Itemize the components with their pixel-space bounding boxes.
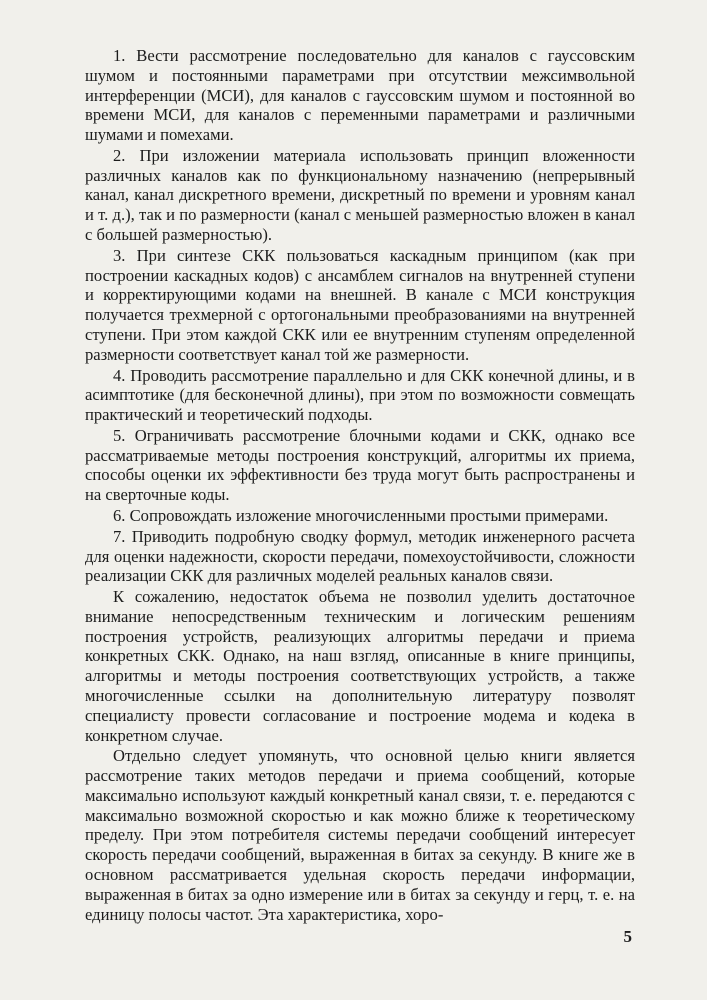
paragraph-item-3: 3. При синтезе СКК пользоваться каскадным принципом (как при построении каскадных кодов) с ансамблем сигналов на внутренней ступени и корректирующими кодами на внешней. В канале с МСИ конструкция получается трехмерной с ортогональными преобразованиями на внутренней ступени. При этом каждой СКК или ее внутренним ступеням определенной размерности соответствует канал той же размерности.: [85, 245, 635, 364]
paragraph-item-2: 2. При изложении материала использовать принцип вложенности различных каналов как по функциональному назначению (непрерывный канал, канал дискретного времени, дискретный по времени и уровням канал и т. д.), так и по размерности (канал с меньшей размерностью вложен в канал с большей размерностью).: [85, 145, 635, 245]
paragraph-item-7: 7. Приводить подробную сводку формул, методик инженерного расчета для оценки надежности, скорости передачи, помехоустойчивости, сложности реализации СКК для различных моделей реальных каналов связи.: [85, 526, 635, 586]
paragraph-item-5: 5. Ограничивать рассмотрение блочными кодами и СКК, однако все рассматриваемые методы построения конструкций, алгоритмы их приема, способы оценки их эффективности без труда могут быть распространены и на сверточные коды.: [85, 425, 635, 505]
paragraph-item-6: 6. Сопровождать изложение многочисленными простыми примерами.: [113, 505, 609, 525]
page-number: 5: [623, 927, 632, 946]
paragraph-item-1: 1. Вести рассмотрение последовательно для каналов с гауссовским шумом и постоянными параметрами при отсутствии межсимвольной интерференции (МСИ), для каналов с гауссовским шумом и постоянной во времени МСИ, для каналов с переменными параметрами и различными шумами и помехами.: [85, 46, 635, 145]
body-text: [85, 46, 635, 924]
paragraph-main-goal: Отдельно следует упомянуть, что основной целью книги является рассмотрение таких методов передачи и приема сообщений, которые максимально используют каждый конкретный канал связи, т. е. передаются с максимально возможной скоростью и как можно ближе к теоретическому пределу. При этом потребителя системы передачи сообщений интересует скорость передачи сообщений, выраженная в битах за секунду. В книге же в основном рассматривается удельная скорость передачи информации, выраженная в битах за одно измерение или в битах за секунду и герц, т. е. на единицу полосы частот. Эта характеристика, хоро-: [85, 746, 635, 924]
paragraph-regret: К сожалению, недостаток объема не позволил уделить достаточное внимание непосредственным техническим и логическим решениям построения устройств, реализующих алгоритмы передачи и приема конкретных СКК. Однако, на наш взгляд, описанные в книге принципы, алгоритмы и методы построения соответствующих устройств, а также многочисленные ссылки на дополнительную литературу позволят специалисту провести согласование и построение модема и кодека в конкретном случае.: [85, 587, 635, 745]
paragraph-item-4: 4. Проводить рассмотрение параллельно и для СКК конечной длины, и в асимптотике (для бесконечной длины), при этом по возможности совмещать практический и теоретический подходы.: [85, 365, 635, 425]
